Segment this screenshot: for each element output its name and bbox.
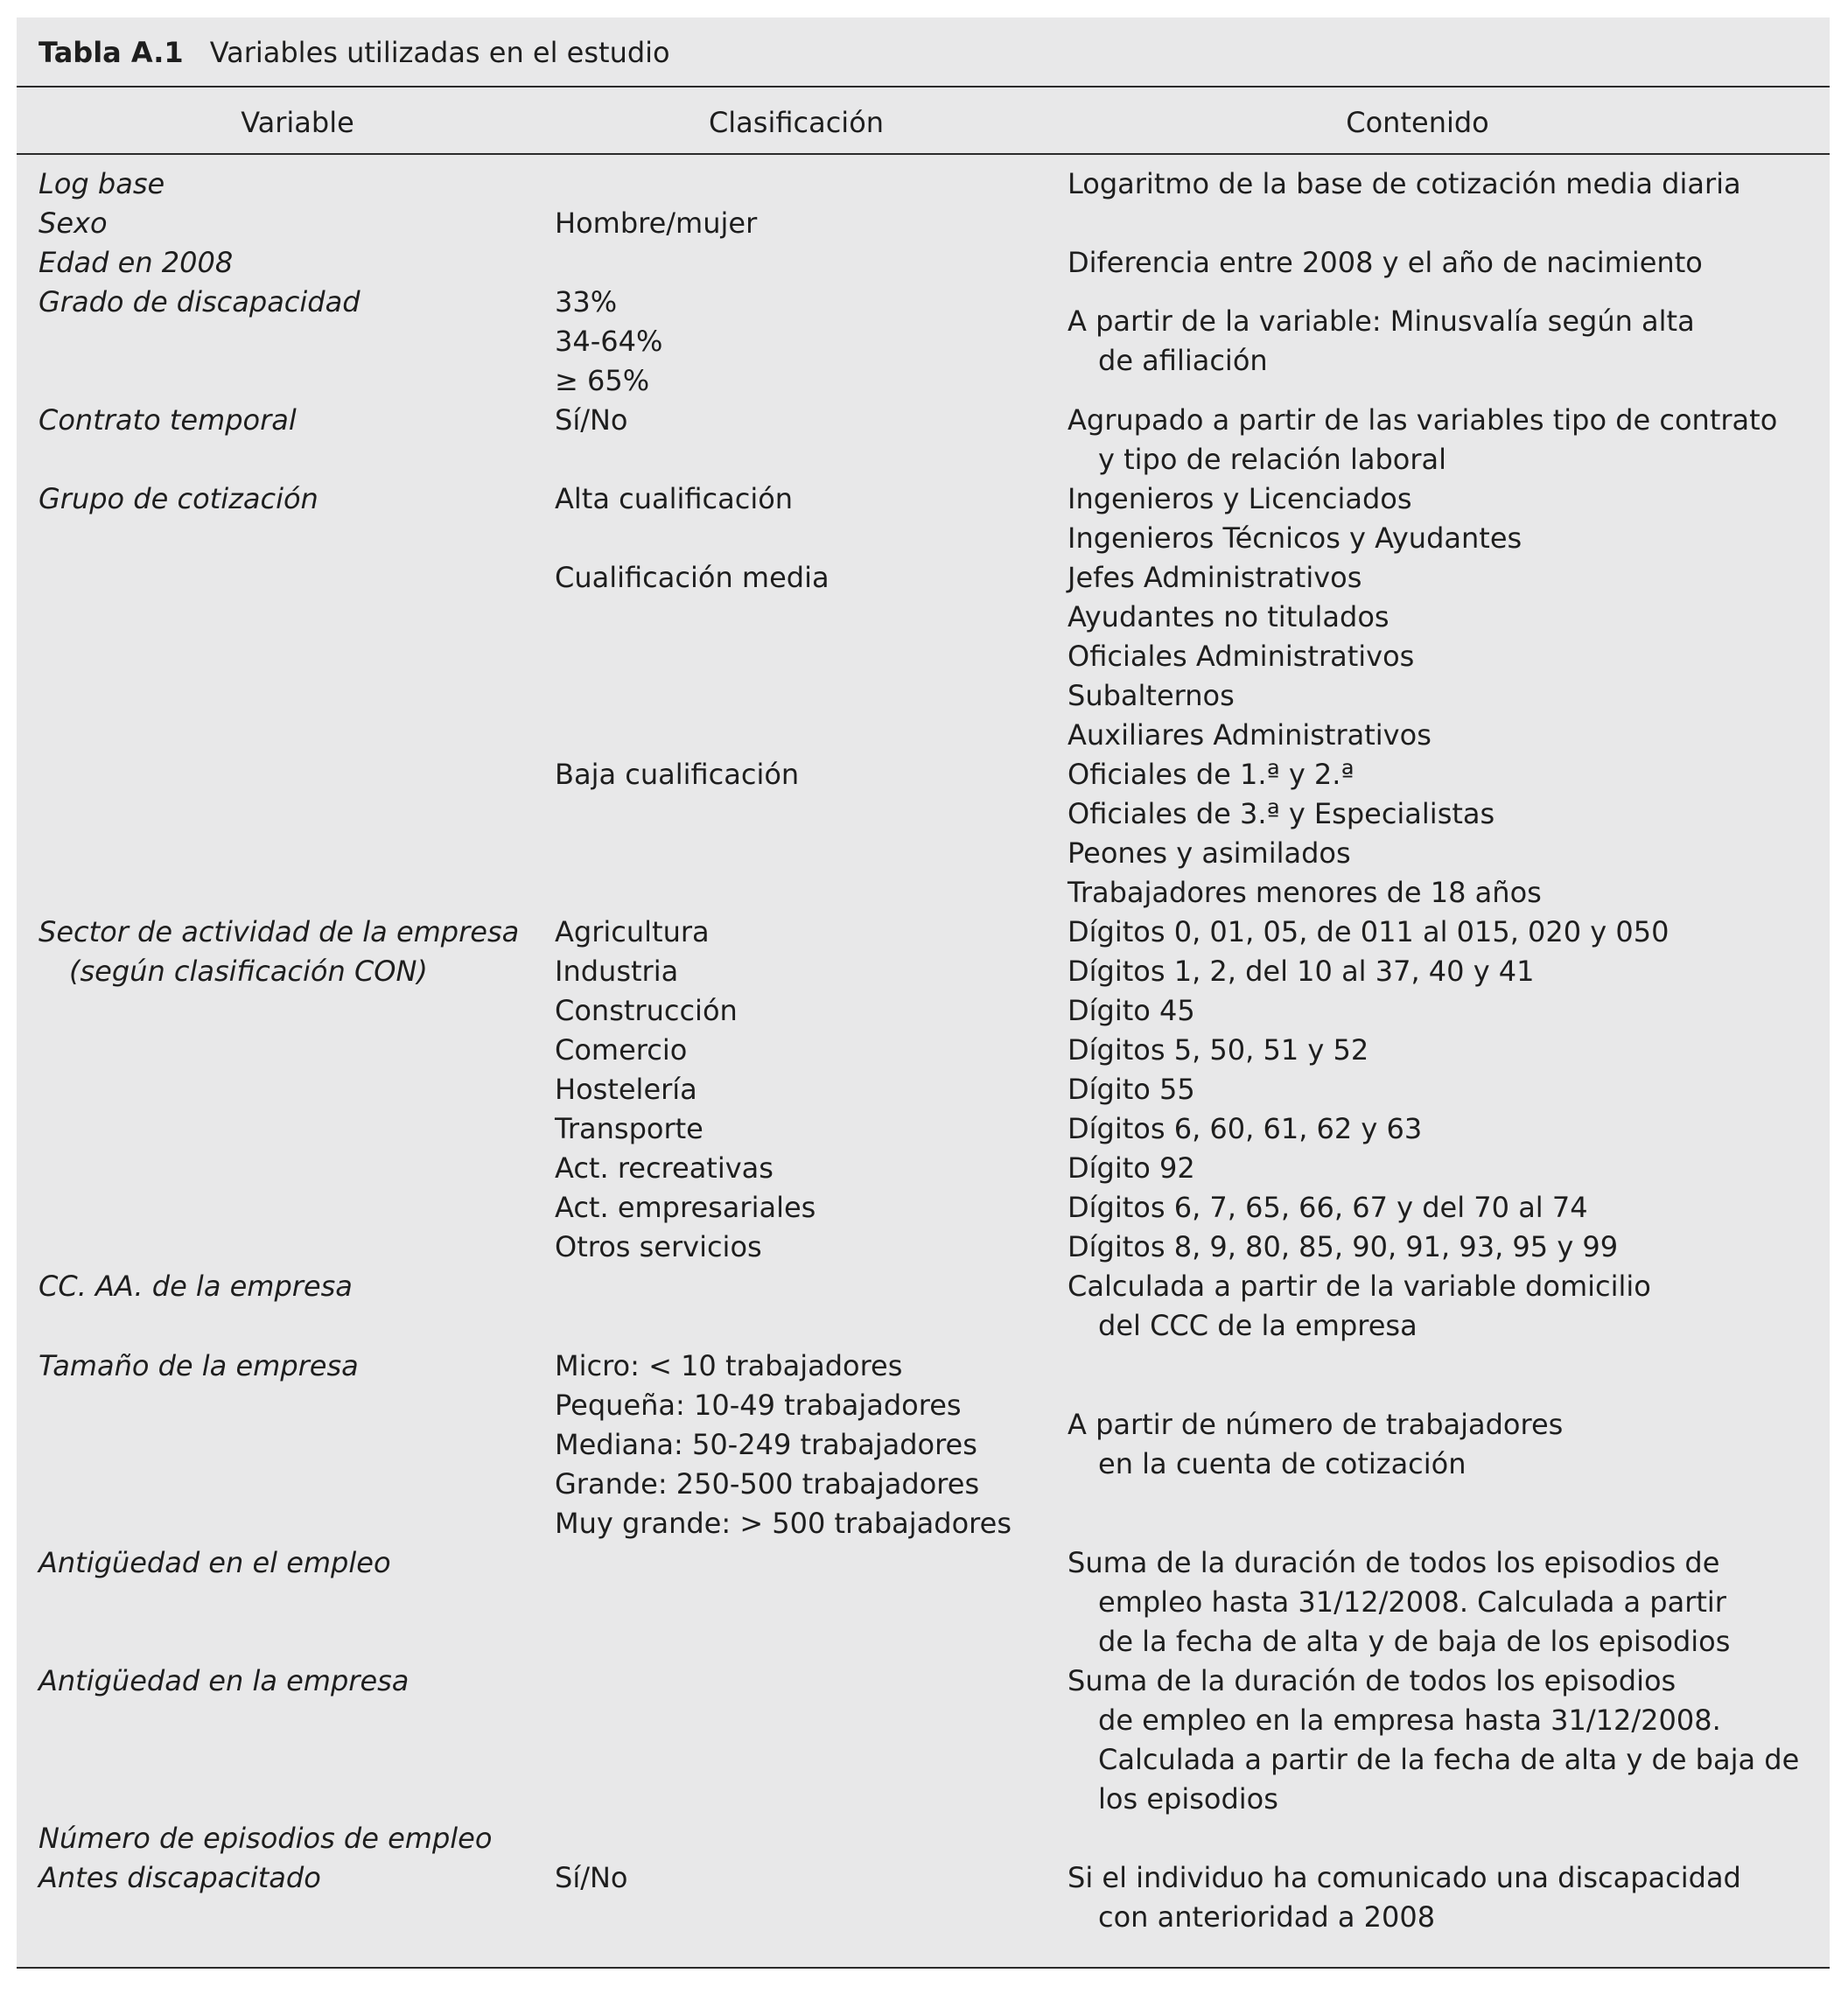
content-cell: Dígitos 6, 60, 61, 62 y 63	[1068, 1112, 1423, 1145]
content-cell: Dígitos 1, 2, del 10 al 37, 40 y 41	[1068, 955, 1535, 988]
classification-cell: Muy grande: > 500 trabajadores	[555, 1507, 1012, 1540]
classification-cell: Act. recreativas	[555, 1151, 774, 1185]
classification-cell: Sí/No	[555, 403, 628, 437]
classification-cell: 34-64%	[555, 325, 663, 358]
content-cell: de afiliación	[1098, 344, 1268, 377]
content-cell: Oficiales de 3.ª y Especialistas	[1068, 797, 1495, 830]
classification-cell: Sí/No	[555, 1861, 628, 1894]
content-cell: Suma de la duración de todos los episodios	[1068, 1664, 1676, 1697]
content-cell: Jefes Administrativos	[1068, 561, 1362, 594]
content-cell: con anterioridad a 2008	[1098, 1900, 1436, 1934]
variable-cell: Tamaño de la empresa	[38, 1349, 359, 1382]
content-cell: Dígitos 6, 7, 65, 66, 67 y del 70 al 74	[1068, 1191, 1588, 1224]
content-cell: Subalternos	[1068, 679, 1235, 712]
header-contenido: Contenido	[1346, 106, 1489, 139]
classification-cell: Industria	[555, 955, 679, 988]
variable-cell: Sector de actividad de la empresa	[38, 915, 520, 948]
classification-cell: Mediana: 50-249 trabajadores	[555, 1428, 977, 1461]
table-caption	[38, 33, 670, 72]
content-cell: Dígito 45	[1068, 994, 1195, 1027]
content-cell: de empleo en la empresa hasta 31/12/2008.	[1098, 1704, 1721, 1737]
content-cell: Dígitos 8, 9, 80, 85, 90, 91, 93, 95 y 99	[1068, 1230, 1619, 1263]
header-rule	[17, 153, 1830, 155]
content-cell: empleo hasta 31/12/2008. Calculada a partir	[1098, 1585, 1726, 1619]
content-cell: los episodios	[1098, 1782, 1278, 1816]
variable-cell: Log base	[38, 167, 165, 200]
content-cell: Dígitos 5, 50, 51 y 52	[1068, 1033, 1369, 1067]
variable-cell: Antigüedad en la empresa	[38, 1664, 410, 1697]
content-cell: Agrupado a partir de las variables tipo de contrato	[1068, 403, 1778, 437]
variable-cell: (según clasificación CON)	[69, 955, 428, 988]
content-cell: Auxiliares Administrativos	[1068, 718, 1432, 752]
variable-cell: Antigüedad en el empleo	[38, 1546, 391, 1579]
classification-cell: Grande: 250-500 trabajadores	[555, 1467, 980, 1501]
variable-cell: Sexo	[38, 206, 108, 240]
classification-cell: Act. empresariales	[555, 1191, 816, 1224]
content-cell: del CCC de la empresa	[1098, 1309, 1418, 1342]
content-cell: Dígito 55	[1068, 1073, 1195, 1106]
classification-cell: Pequeña: 10-49 trabajadores	[555, 1389, 962, 1422]
header-clasificacion: Clasificación	[708, 106, 885, 139]
classification-cell: Baja cualificación	[555, 758, 800, 791]
classification-cell: Cualificación media	[555, 561, 830, 594]
content-cell: en la cuenta de cotización	[1098, 1447, 1466, 1480]
variable-cell: Grupo de cotización	[38, 482, 318, 515]
classification-cell: Otros servicios	[555, 1230, 762, 1263]
classification-cell: Hombre/mujer	[555, 206, 758, 240]
content-cell: de la fecha de alta y de baja de los episodios	[1098, 1625, 1731, 1658]
content-cell: Logaritmo de la base de cotización media diaria	[1068, 167, 1741, 200]
variable-cell: Grado de discapacidad	[38, 285, 360, 318]
content-cell: Dígitos 0, 01, 05, de 011 al 015, 020 y 050	[1068, 915, 1670, 948]
variable-cell: Antes discapacitado	[38, 1861, 321, 1894]
classification-cell: Hostelería	[555, 1073, 697, 1106]
classification-cell: Agricultura	[555, 915, 710, 948]
variable-cell: Contrato temporal	[38, 403, 297, 437]
classification-cell: Comercio	[555, 1033, 688, 1067]
content-cell: Calculada a partir de la fecha de alta y de baja de	[1098, 1743, 1800, 1776]
content-cell: Ayudantes no titulados	[1068, 600, 1390, 633]
content-cell: A partir de número de trabajadores	[1068, 1408, 1564, 1441]
content-cell: Peones y asimilados	[1068, 836, 1351, 870]
variable-cell: CC. AA. de la empresa	[38, 1270, 353, 1303]
classification-cell: Transporte	[555, 1112, 704, 1145]
top-rule	[17, 86, 1830, 87]
content-cell: Trabajadores menores de 18 años	[1068, 876, 1542, 909]
variable-cell: Edad en 2008	[38, 246, 234, 279]
content-cell: Dígito 92	[1068, 1151, 1195, 1185]
content-cell: Oficiales Administrativos	[1068, 640, 1415, 673]
content-cell: Calculada a partir de la variable domicilio	[1068, 1270, 1651, 1303]
classification-cell: ≥ 65%	[555, 364, 650, 397]
classification-cell: Construcción	[555, 994, 738, 1027]
content-cell: Diferencia entre 2008 y el año de nacimiento	[1068, 246, 1703, 279]
classification-cell: Micro: < 10 trabajadores	[555, 1349, 903, 1382]
content-cell: Suma de la duración de todos los episodios de	[1068, 1546, 1720, 1579]
content-cell: y tipo de relación laboral	[1098, 443, 1446, 476]
classification-cell: Alta cualificación	[555, 482, 794, 515]
header-variable: Variable	[241, 106, 354, 139]
table-label: Tabla A.1	[38, 36, 184, 69]
classification-cell: 33%	[555, 285, 618, 318]
variable-cell: Número de episodios de empleo	[38, 1822, 493, 1855]
content-cell: Si el individuo ha comunicado una discapacidad	[1068, 1861, 1741, 1894]
content-cell: Ingenieros y Licenciados	[1068, 482, 1412, 515]
content-cell: A partir de la variable: Minusvalía según alta	[1068, 304, 1695, 338]
bottom-rule	[17, 1967, 1830, 1969]
content-cell: Oficiales de 1.ª y 2.ª	[1068, 758, 1354, 791]
content-cell: Ingenieros Técnicos y Ayudantes	[1068, 521, 1522, 555]
table-title: Variables utilizadas en el estudio	[209, 36, 670, 69]
